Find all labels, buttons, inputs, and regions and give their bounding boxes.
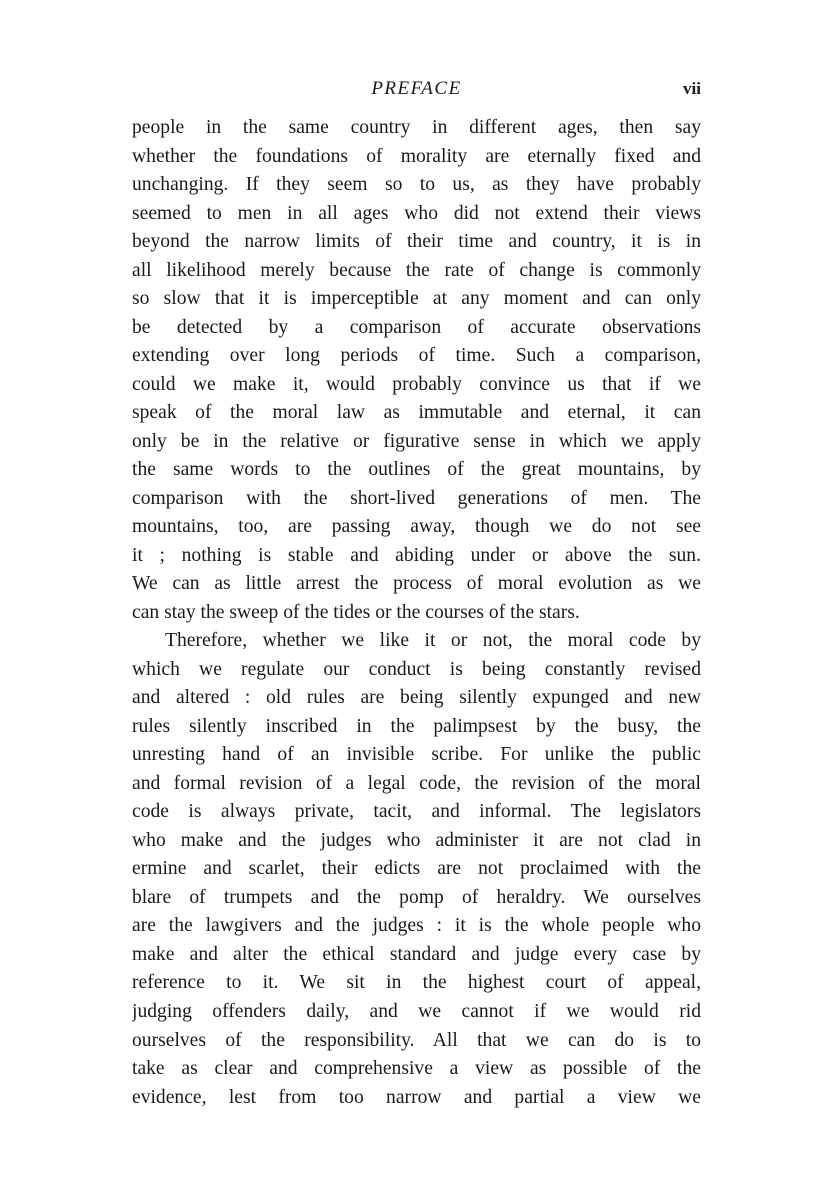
text-line: comparison with the short-lived generations of men. The — [132, 487, 701, 509]
paragraph-last-line: can stay the sweep of the tides or the courses of the stars. — [132, 601, 580, 623]
text-line: unresting hand of an invisible scribe. For unlike the public — [132, 744, 701, 766]
text-line: take as clear and comprehensive a view as possible of the — [132, 1058, 701, 1080]
text-line: judging offenders daily, and we cannot if we would rid — [132, 1000, 701, 1022]
text-line: unchanging. If they seem so to us, as they have probably — [132, 174, 701, 196]
text-line: who make and the judges who administer it are not clad in — [132, 829, 701, 851]
running-head — [132, 76, 701, 102]
text-line: ermine and scarlet, their edicts are not proclaimed with the — [132, 858, 701, 880]
text-line: speak of the moral law as immutable and eternal, it can — [132, 402, 701, 424]
text-line: are the lawgivers and the judges : it is the whole people who — [132, 915, 701, 937]
text-line: which we regulate our conduct is being constantly revised — [132, 658, 701, 680]
paragraph-first-line: Therefore, whether we like it or not, the moral code by — [165, 630, 701, 652]
text-line: and altered : old rules are being silently expunged and new — [132, 687, 701, 709]
text-line: evidence, lest from too narrow and partial a view we — [132, 1086, 701, 1108]
text-line: all likelihood merely because the rate of change is commonly — [132, 259, 701, 281]
text-line: so slow that it is imperceptible at any moment and can only — [132, 288, 701, 310]
text-line: beyond the narrow limits of their time and country, it is in — [132, 231, 701, 253]
text-line: rules silently inscribed in the palimpsest by the busy, the — [132, 715, 701, 737]
running-title: PREFACE — [371, 78, 462, 99]
text-line: it ; nothing is stable and abiding under or above the sun. — [132, 544, 701, 566]
page-number: vii — [683, 79, 701, 98]
text-line: ourselves of the responsibility. All that we can do is to — [132, 1029, 701, 1051]
text-line: code is always private, tacit, and informal. The legislators — [132, 801, 701, 823]
text-line: blare of trumpets and the pomp of heraldry. We ourselves — [132, 886, 701, 908]
text-line: make and alter the ethical standard and judge every case by — [132, 943, 701, 965]
text-line: be detected by a comparison of accurate observations — [132, 316, 701, 338]
body-text — [132, 114, 701, 1112]
text-line: only be in the relative or figurative sense in which we apply — [132, 430, 701, 452]
text-line: We can as little arrest the process of moral evolution as we — [132, 573, 701, 595]
text-line: mountains, too, are passing away, though we do not see — [132, 516, 701, 538]
text-line: and formal revision of a legal code, the revision of the moral — [132, 772, 701, 794]
text-line: seemed to men in all ages who did not extend their views — [132, 202, 701, 224]
text-line: extending over long periods of time. Such a comparison, — [132, 345, 701, 367]
text-line: whether the foundations of morality are eternally fixed and — [132, 145, 701, 167]
text-line: the same words to the outlines of the great mountains, by — [132, 459, 701, 481]
text-line: people in the same country in different ages, then say — [132, 117, 701, 138]
text-line: could we make it, would probably convince us that if we — [132, 373, 701, 395]
text-line: reference to it. We sit in the highest court of appeal, — [132, 972, 701, 994]
